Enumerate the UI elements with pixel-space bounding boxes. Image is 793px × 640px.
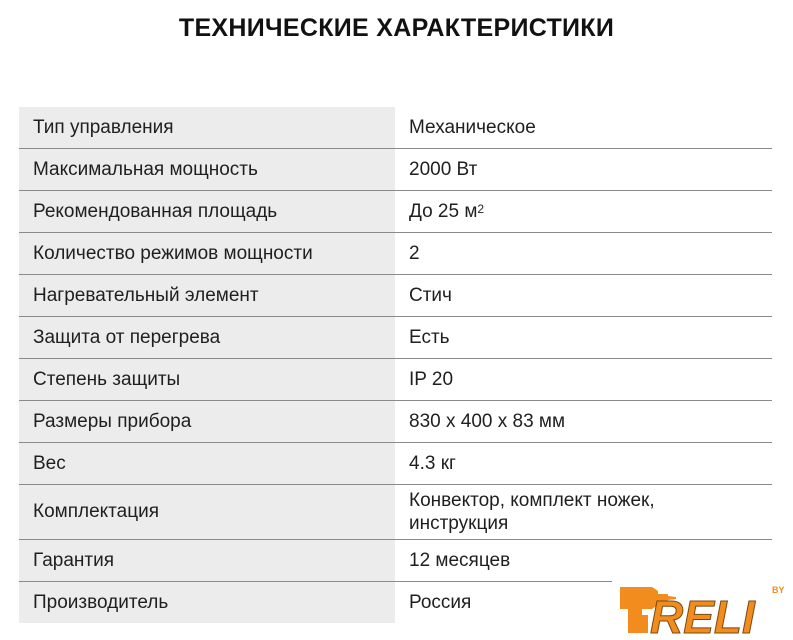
table-row <box>19 275 772 317</box>
spec-label: Нагревательный элемент <box>19 275 395 317</box>
spec-value: 2000 Вт <box>395 149 772 191</box>
table-row <box>19 233 772 275</box>
page-title: ТЕХНИЧЕСКИЕ ХАРАКТЕРИСТИКИ <box>178 14 615 42</box>
spec-label: Тип управления <box>19 107 395 149</box>
logo-tag: BY <box>772 585 785 595</box>
table-row <box>19 149 772 191</box>
table-row <box>19 485 772 540</box>
spec-value <box>395 191 772 233</box>
spec-value <box>395 485 772 540</box>
spec-table <box>19 107 772 623</box>
superscript: 2 <box>477 202 485 216</box>
spec-value-line: инструкция <box>409 513 509 534</box>
spec-value: 2 <box>395 233 772 275</box>
spec-value-line: Конвектор, комплект ножек, <box>409 490 655 511</box>
spec-value: Россия <box>395 582 772 624</box>
table-row <box>19 317 772 359</box>
spec-label: Вес <box>19 443 395 485</box>
spec-label: Размеры прибора <box>19 401 395 443</box>
spec-value-text: До 25 м <box>409 201 478 222</box>
spec-value: IP 20 <box>395 359 772 401</box>
spec-label: Гарантия <box>19 540 395 582</box>
table-row <box>19 443 772 485</box>
spec-value: Есть <box>395 317 772 359</box>
spec-value: 12 месяцев <box>395 540 772 582</box>
spec-value: Механическое <box>395 107 772 149</box>
spec-value: 4.3 кг <box>395 443 772 485</box>
spec-value: Стич <box>395 275 772 317</box>
spec-label: Количество режимов мощности <box>19 233 395 275</box>
spec-label: Защита от перегрева <box>19 317 395 359</box>
spec-label: Рекомендованная площадь <box>19 191 395 233</box>
table-row <box>19 401 772 443</box>
spec-label: Степень защиты <box>19 359 395 401</box>
table-row <box>19 107 772 149</box>
table-row <box>19 191 772 233</box>
brand-logo <box>612 575 793 640</box>
spec-label: Максимальная мощность <box>19 149 395 191</box>
table-row <box>19 359 772 401</box>
dreli-logo-icon <box>612 575 793 640</box>
spec-label: Комплектация <box>19 485 395 540</box>
logo-wordmark: RELI <box>650 591 755 640</box>
spec-value: 830 х 400 х 83 мм <box>395 401 772 443</box>
spec-label: Производитель <box>19 582 395 624</box>
